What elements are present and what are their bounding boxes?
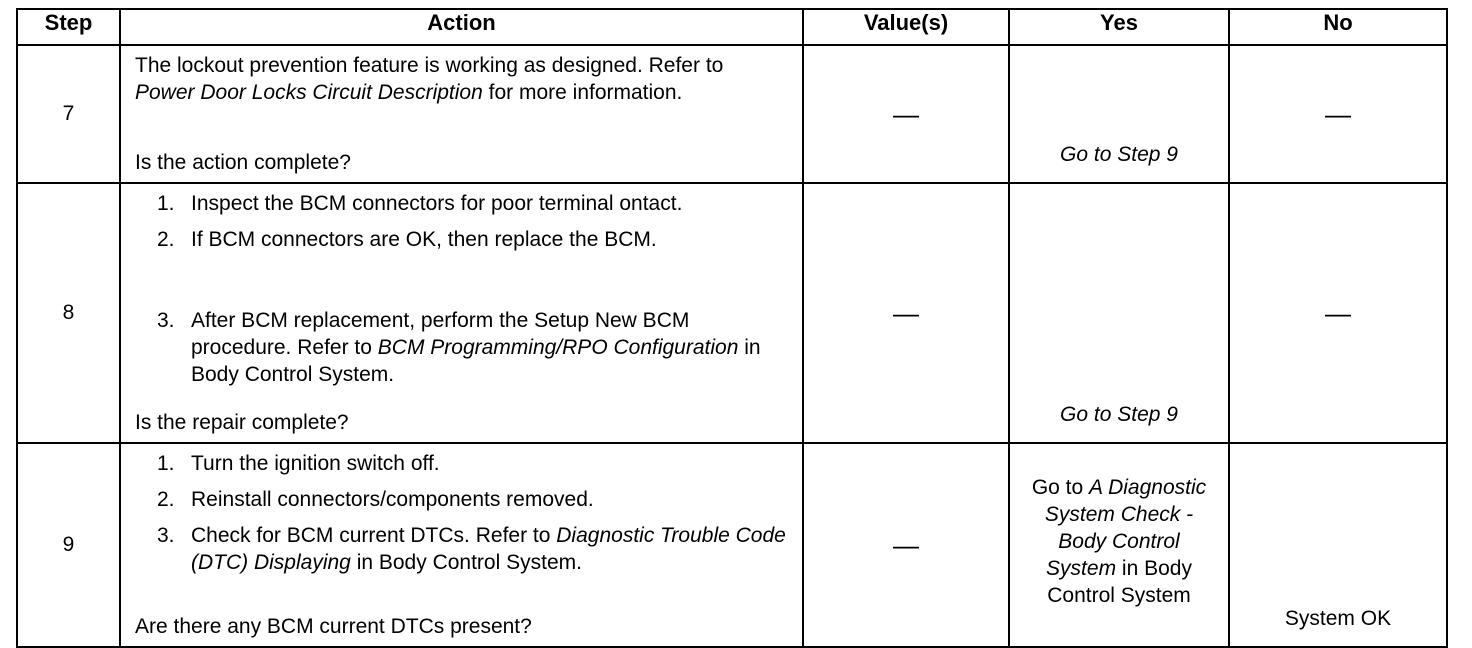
procedure-table [16,8,1448,648]
no-result: System OK [1284,607,1392,630]
action-cell [120,443,803,647]
header-yes: Yes [1009,9,1229,45]
list-item: 2. If BCM connectors are OK, then replace the BCM. [157,228,657,251]
step-number: 8 [17,183,120,443]
header-values: Value(s) [803,9,1009,45]
no-cell: — [1229,183,1447,443]
value-cell: — [803,443,1009,647]
step-number: 7 [17,45,120,183]
list-item: 1. Turn the ignition switch off. [157,452,440,475]
reference-link: A Diagnostic System Check - Body Control System [1044,476,1207,580]
header-row [17,9,1447,45]
reference-link: Diagnostic Trouble Code (DTC) Displaying [191,524,786,574]
yes-cell [1009,443,1229,647]
value-cell: — [803,183,1009,443]
table-row [17,45,1447,183]
list-item: 3. After BCM replacement, perform the Setup New BCM procedure. Refer to BCM Programming/RPO Configuration in Body Control System. [157,309,761,386]
question: Is the action complete? [135,151,351,174]
no-cell [1229,443,1447,647]
step-number: 9 [17,443,120,647]
no-cell: — [1229,45,1447,183]
table-row [17,443,1447,647]
table-row [17,183,1447,443]
header-step: Step [17,9,120,45]
action-list [135,450,792,576]
yes-result: Go to Step 9 [1060,403,1178,426]
yes-result: Go to A Diagnostic System Check - Body Control System in Body Control System [1031,476,1207,607]
action-text: The lockout prevention feature is working as designed. Refer to Power Door Locks Circuit Description for more information. [135,54,724,104]
list-item: 3. Check for BCM current DTCs. Refer to Diagnostic Trouble Code (DTC) Displaying in Body Control System. [157,524,786,574]
value-cell: — [803,45,1009,183]
action-list [135,190,792,388]
yes-cell [1009,45,1229,183]
action-cell [120,45,803,183]
header-action: Action [120,9,803,45]
list-item: 2. Reinstall connectors/components removed. [157,488,594,511]
yes-result: Go to Step 9 [1060,143,1178,166]
list-item: 1. Inspect the BCM connectors for poor terminal ontact. [157,192,683,215]
reference-link: BCM Programming/RPO Configuration [377,336,739,359]
action-cell [120,183,803,443]
yes-cell [1009,183,1229,443]
reference-link: Power Door Locks Circuit Description [135,81,483,104]
question: Are there any BCM current DTCs present? [135,615,532,638]
question: Is the repair complete? [135,411,349,434]
header-no: No [1229,9,1447,45]
